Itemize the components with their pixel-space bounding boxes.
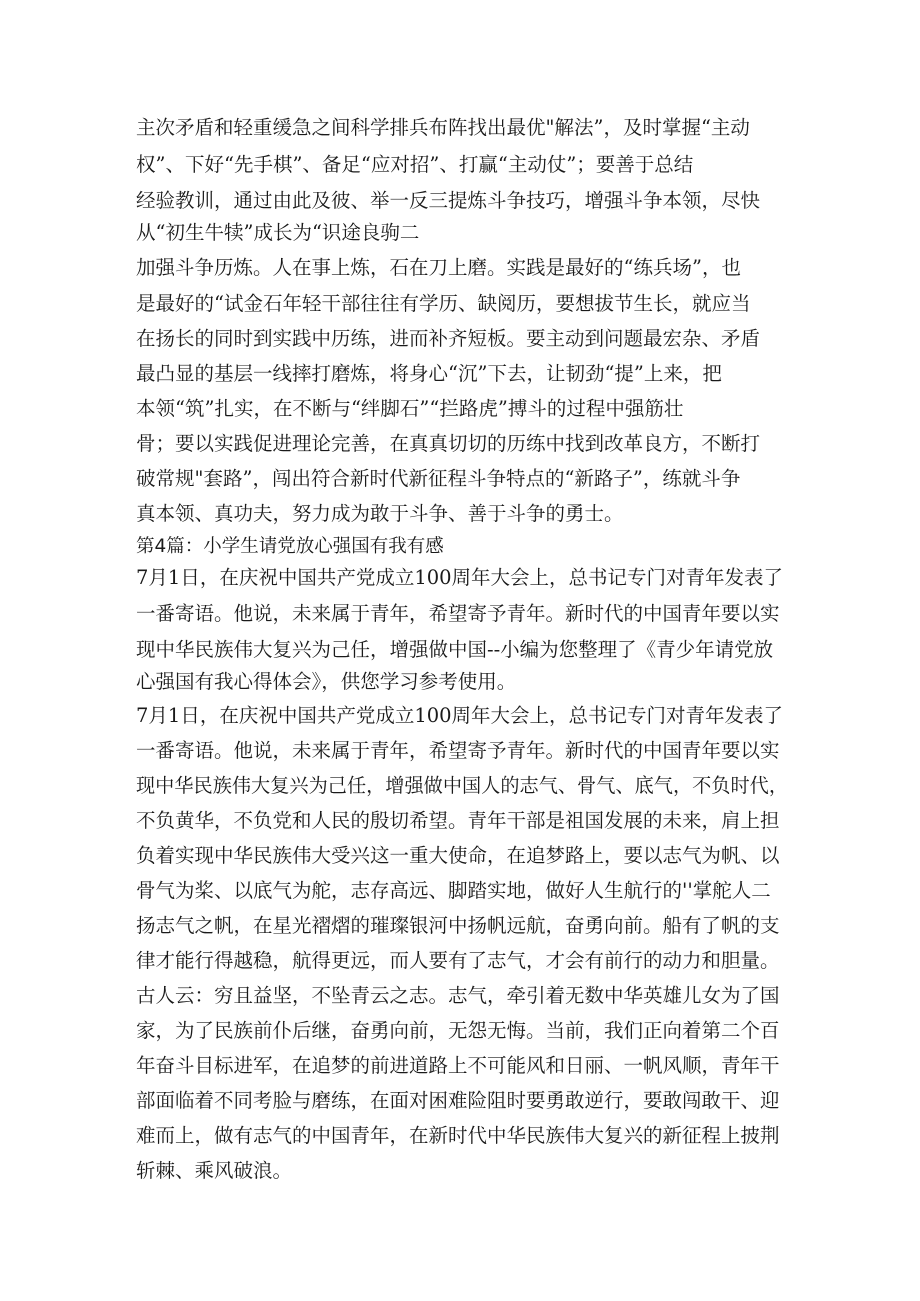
text-line: 一番寄语。他说，未来属于青年，希望寄予青年。新时代的中国青年要以实 [136,739,780,762]
text-line: 一番寄语。他说，未来属于青年，希望寄予青年。新时代的中国青年要以实 [136,602,780,625]
text-line: 从“初生牛犊”成长为“识途良驹二 [136,221,420,244]
text-line: 真本领、真功夫，努力成为敢于斗争、善于斗争的勇士。 [136,502,624,525]
text-line: 是最好的“试金石年轻干部往往有学历、缺阅历，要想拔节生长，就应当 [136,292,751,315]
text-line: 家，为了民族前仆后继，奋勇向前，无怨无悔。当前，我们正向着第二个百 [136,1019,780,1042]
text-line: 在扬长的同时到实践中历练，进而补齐短板。要主动到问题最宏杂、矛盾 [136,327,761,350]
text-line: 不负黄华，不负党和人民的殷切希望。青年干部是祖国发展的未来，肩上担 [136,809,780,832]
text-line: 年奋斗目标进军，在追梦的前进道路上不可能风和日丽、一帆风顺，青年干 [136,1054,780,1077]
text-line: 最凸显的基层一线摔打磨炼，将身心“沉”下去，让韧劲“提”上来，把 [136,362,722,385]
text-line: 部面临着不同考脸与磨练，在面对困难险阻时要勇敢逆行，要敢闯敢干、迎 [136,1089,780,1112]
text-line: 破常规"套路”，闯出符合新时代新征程斗争特点的“新路子”，练就斗争 [136,467,741,490]
text-line: 现中华民族伟大复兴为己任，增强做中国--小编为您整理了《青少年请党放 [136,638,774,661]
text-line: 心强国有我心得体会》，供您学习参考使用。 [136,670,517,693]
text-line: 权”、下好“先手棋”、备足“应对招”、打赢“主动仗”；要善于总结 [136,153,694,176]
text-line: 7月1日，在庆祝中国共产党成立100周年大会上，总书记专门对青年发表了 [136,566,784,589]
text-line: 骨气为桨、以底气为舵，志存高远、脚踏实地，做好人生航行的''掌舵人二 [136,879,771,902]
section-heading: 第4篇：小学生请党放心强国有我有感 [136,536,444,557]
text-line: 骨；要以实践促进理论完善，在真真切切的历练中找到改革良方，不断打 [136,432,761,455]
text-line: 经验教训，通过由此及彼、举一反三提炼斗争技巧，增强斗争本领，尽快 [136,189,761,212]
text-line: 律才能行得越稳，航得更远，而人要有了志气，才会有前行的动力和胆量。 [136,949,780,972]
text-line: 现中华民族伟大复兴为己任，增强做中国人的志气、骨气、底气，不负时代， [136,774,789,797]
text-line: 加强斗争历炼。人在事上炼，石在刀上磨。实践是最好的“练兵场”，也 [136,256,741,279]
text-line: 7月1日，在庆祝中国共产党成立100周年大会上，总书记专门对青年发表了 [136,704,784,727]
text-line: 主次矛盾和轻重缓急之间科学排兵布阵找出最优"解法”，及时掌握“主动 [136,116,750,139]
text-line: 本领“筑”扎实，在不断与“绊脚石”“拦路虎”搏斗的过程中强筋壮 [136,397,684,420]
text-line: 扬志气之帆，在星光褶熠的璀璨银河中扬帆远航，奋勇向前。船有了帆的支 [136,914,780,937]
text-line: 负着实现中华民族伟大受兴这一重大使命，在追梦路上，要以志气为帆、以 [136,844,780,867]
text-line: 难而上，做有志气的中国青年，在新时代中华民族伟大复兴的新征程上披荆 [136,1124,780,1147]
text-line: 斩棘、乘风破浪。 [136,1159,293,1182]
text-line: 古人云：穷且益坚，不坠青云之志。志气，牵引着无数中华英雄儿女为了国 [136,984,780,1007]
